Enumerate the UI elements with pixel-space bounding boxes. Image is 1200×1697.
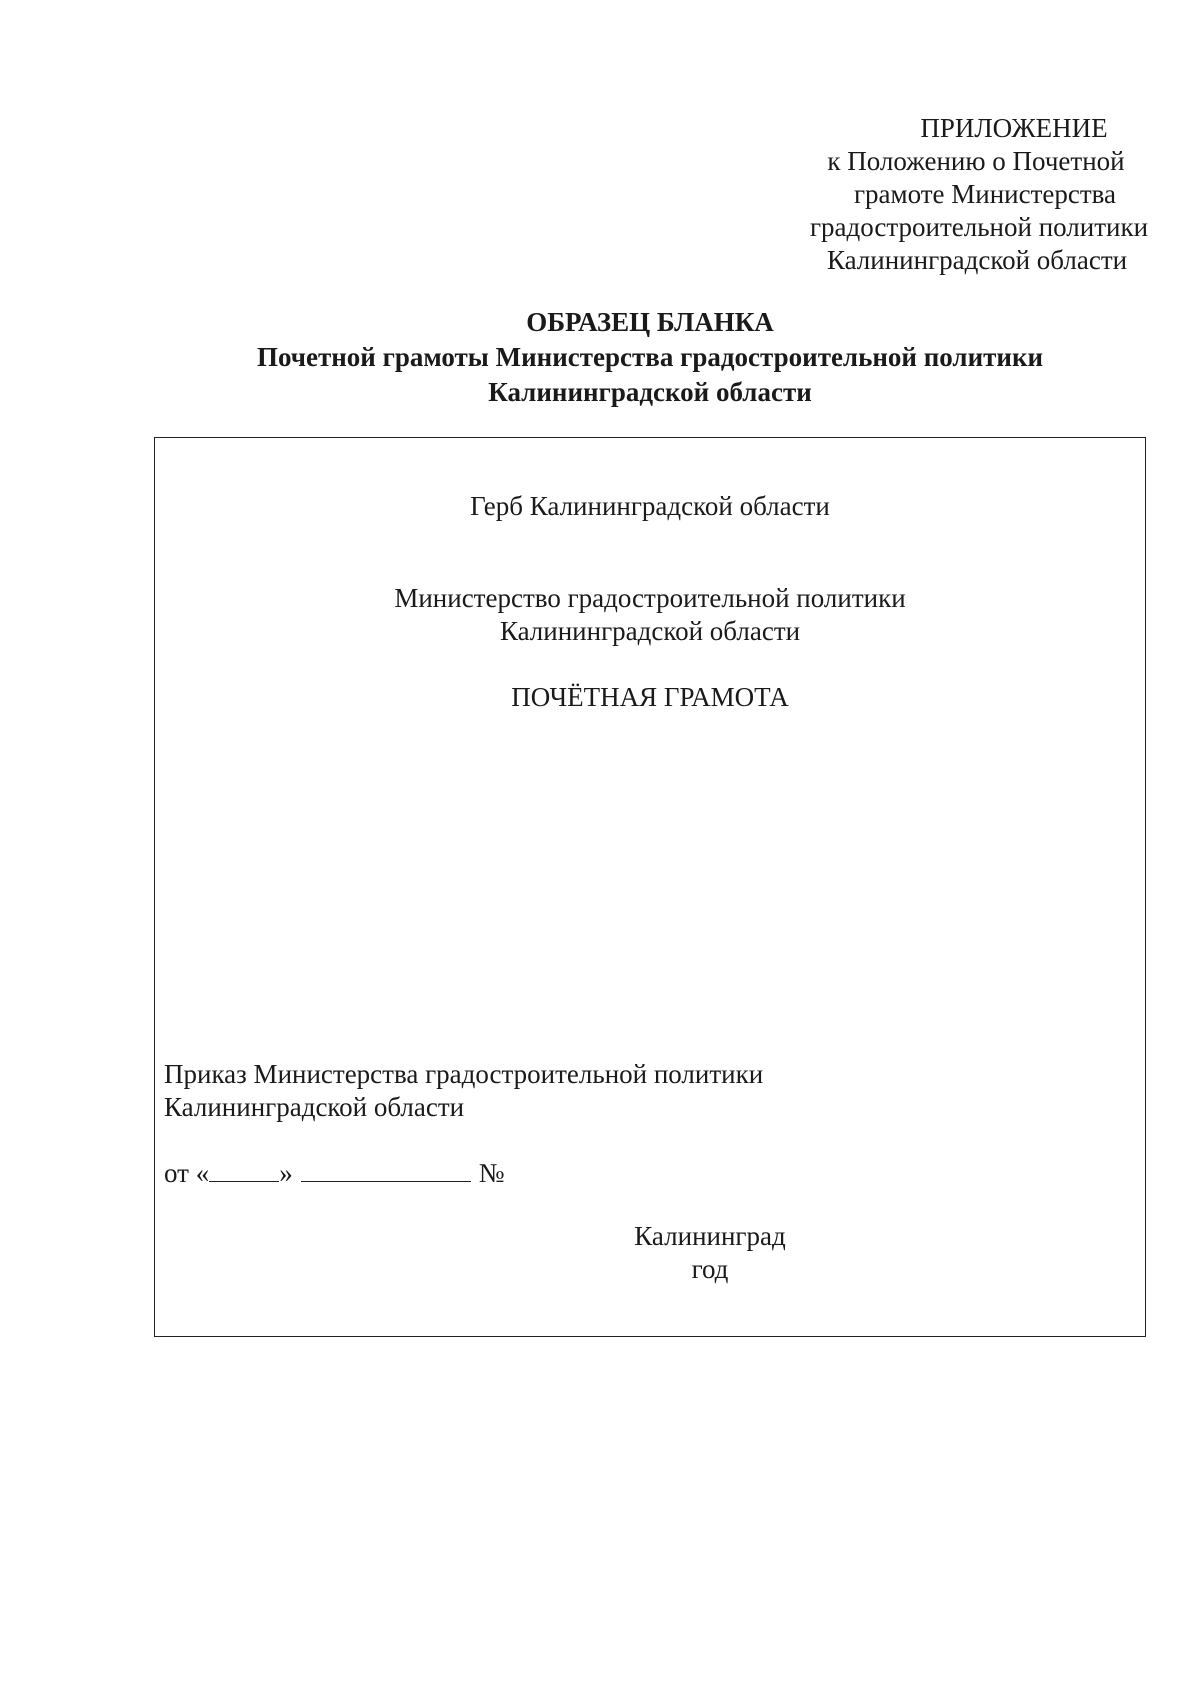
heading-title: ОБРАЗЕЦ БЛАНКА (526, 307, 774, 337)
ministry-name-line: Калининградской области (499, 616, 801, 646)
ministry-name (155, 582, 1145, 648)
emblem-placeholder: Герб Калининградской области (470, 491, 830, 521)
ministry-name-line: Министерство градостроительной политики (394, 583, 906, 613)
order-reference (164, 1058, 763, 1124)
blank-form-frame (154, 437, 1146, 1337)
appendix-header (760, 112, 1200, 277)
heading-subtitle: Калининградской области (488, 377, 812, 407)
date-quote-close: » (279, 1158, 293, 1188)
year-label: год (691, 1254, 729, 1284)
order-date-line (164, 1155, 504, 1190)
number-sign: № (478, 1158, 505, 1188)
appendix-line: грамоте Министерства (853, 179, 1117, 209)
place-and-year (550, 1220, 870, 1286)
date-from-label: от « (164, 1158, 210, 1188)
certificate-title: ПОЧЁТНАЯ ГРАМОТА (511, 682, 789, 712)
document-heading (150, 305, 1150, 410)
order-line: Приказ Министерства градостроительной политики (164, 1059, 764, 1089)
appendix-line: градостроительной политики (809, 212, 1149, 242)
month-blank (301, 1155, 471, 1182)
city-name: Калининград (634, 1221, 786, 1251)
appendix-line: к Положению о Почетной (827, 146, 1125, 176)
heading-subtitle: Почетной грамоты Министерства градостроительной политики (256, 342, 1044, 372)
day-blank (209, 1155, 279, 1182)
appendix-line: Калининградской области (826, 245, 1128, 275)
appendix-title: ПРИЛОЖЕНИЕ (920, 113, 1108, 143)
order-line: Калининградской области (164, 1092, 465, 1122)
